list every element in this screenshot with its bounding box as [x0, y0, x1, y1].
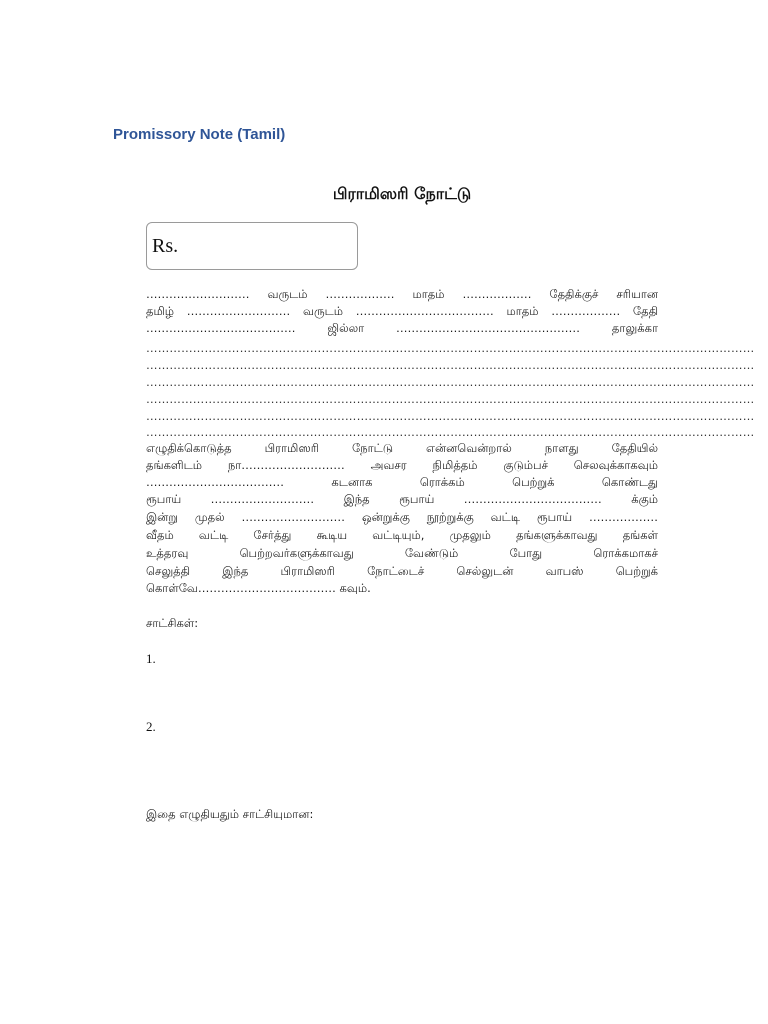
- body-line-7: உத்தரவு பெற்றவர்களுக்காவது வேண்டும் போது ரொக்கமாகச்: [146, 546, 658, 560]
- header-line-3: ………………………………… ஜில்லா ………………………………………… தாலுக்கா: [146, 321, 658, 335]
- body-line-1: எழுதிக்கொடுத்த பிராமிஸரி நோட்டு என்னவென்றால் நாளது தேதியில்: [146, 441, 658, 455]
- body-line-2: தங்களிடம் நா……………………… அவசர நிமித்தம் குடும்பச் செலவுக்காகவும்: [146, 458, 658, 472]
- document-heading: Promissory Note (Tamil): [113, 126, 286, 143]
- blank-line-6: …………………………………………………………………………………………………………………………………………: [146, 425, 755, 439]
- blank-line-3: …………………………………………………………………………………………………………………………………………: [146, 375, 755, 389]
- body-line-9: கொள்வே……………………………… கவும்.: [146, 581, 371, 595]
- body-line-5: இன்று முதல் ……………………… ஒன்றுக்கு நூற்றுக்கு வட்டி ரூபாய் ………………: [146, 510, 658, 524]
- body-line-6: வீதம் வட்டி சேர்த்து கூடிய வட்டியும், முதலும் தங்களுக்காவது தங்கள்: [146, 528, 658, 542]
- body-line-8: செலுத்தி இந்த பிராமிஸரி நோட்டைச் செல்லுடன் வாபஸ் பெற்றுக்: [146, 564, 658, 578]
- witness-number-2: 2.: [146, 719, 156, 734]
- header-line-2: தமிழ் ……………………… வருடம் ……………………………… மாதம் ……………… தேதி: [146, 304, 658, 318]
- body-line-4: ரூபாய் ……………………… இந்த ரூபாய் ……………………………… க்கும்: [146, 492, 658, 506]
- blank-line-1: …………………………………………………………………………………………………………………………………………: [146, 341, 755, 355]
- amount-box: [146, 222, 358, 270]
- witnesses-label: சாட்சிகள்:: [146, 616, 199, 630]
- form-title: பிராமிஸரி நோட்டு: [332, 184, 472, 203]
- body-line-3: ……………………………… கடனாக ரொக்கம் பெற்றுக் கொண்டது: [146, 475, 658, 489]
- header-line-1: ……………………… வருடம் ……………… மாதம் ……………… தேதிக்குச் சரியான: [146, 287, 658, 301]
- blank-line-2: …………………………………………………………………………………………………………………………………………: [146, 358, 755, 372]
- blank-line-4: …………………………………………………………………………………………………………………………………………: [146, 392, 755, 406]
- rs-label: Rs.: [152, 235, 179, 257]
- footer-line: இதை எழுதியதும் சாட்சியுமான:: [146, 807, 314, 821]
- blank-line-5: …………………………………………………………………………………………………………………………………………: [146, 409, 755, 423]
- witness-number-1: 1.: [146, 651, 156, 666]
